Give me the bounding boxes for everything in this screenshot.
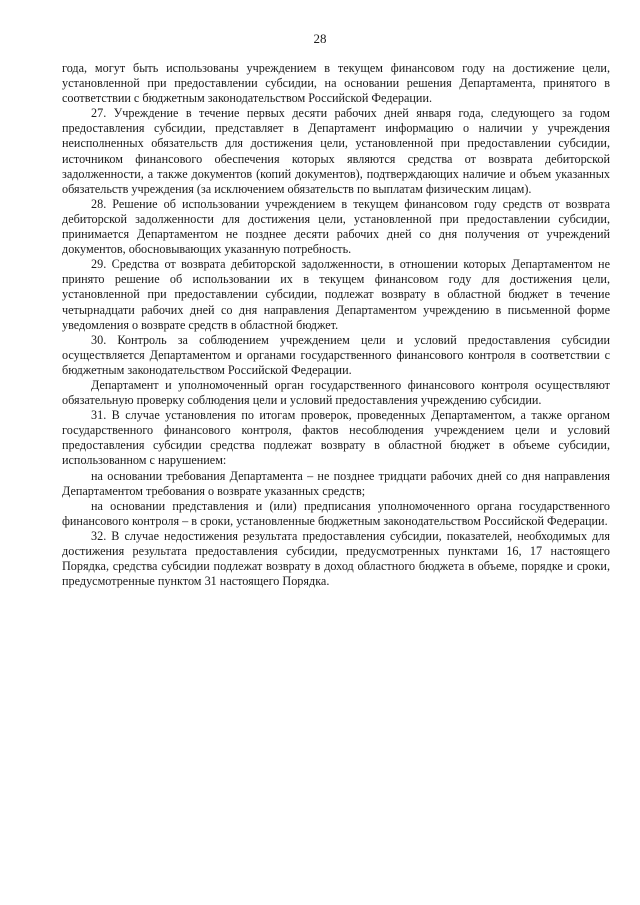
paragraph-29: 29. Средства от возврата дебиторской задолженности, в отношении которых Департаментом не принято решение об использовании их в текущем финансовом году для достижения цели, установленной при предоставлении субсидии, подлежат возврату в областной бюджет в течение четырнадцати рабочих дней со дня направления Департаментом учреждению в письменной форме уведомления о возврате средств в областной бюджет.	[62, 257, 610, 332]
paragraph-27: 27. Учреждение в течение первых десяти рабочих дней января года, следующего за годом предоставления субсидии, представляет в Департамент информацию о наличии у учреждения неисполненных обязательств для достижения цели, установленной при предоставлении субсидии, источником финансового обеспечения которых являются средства от возврата дебиторской задолженности, а также документов (копий документов), подтверждающих наличие и объем указанных обязательств учреждения (за исключением обязательств по выплатам физическим лицам).	[62, 106, 610, 196]
paragraph-30-inspection: Департамент и уполномоченный орган государственного финансового контроля осуществляют обязательную проверку соблюдения цели и условий предоставления учреждению субсидии.	[62, 377, 610, 408]
paragraph-continuation: года, могут быть использованы учреждением в текущем финансовом году на достижение цели, установленной при предоставлении субсидии, на основании решения Департамента, принятого в соответствии с бюджетным законодательством Российской Федерации.	[62, 61, 610, 106]
paragraph-31: 31. В случае установления по итогам проверок, проведенных Департаментом, а также органом государственного финансового контроля, фактов несоблюдения учреждением цели и условий предоставления субсидии средства подлежат возврату в областной бюджет в объеме субсидии, использованном с нарушением:	[62, 408, 610, 468]
paragraph-30: 30. Контроль за соблюдением учреждением цели и условий предоставления субсидии осуществляется Департаментом и органами государственного финансового контроля в соответствии с бюджетным законодательством Российской Федерации.	[62, 332, 610, 377]
paragraph-31-department-demand: на основании требования Департамента – не позднее тридцати рабочих дней со дня направления Департаментом требования о возврате указанных средств;	[62, 468, 610, 498]
page-number: 28	[313, 31, 327, 46]
paragraph-32: 32. В случае недостижения результата предоставления субсидии, показателей, необходимых для достижения результата предоставления субсидии, предусмотренных пунктами 16, 17 настоящего Порядка, средства субсидии подлежат возврату в доход областного бюджета в объеме, порядке и сроки, предусмотренные пунктом 31 настоящего Порядка.	[62, 528, 610, 589]
paragraph-28: 28. Решение об использовании учреждением в текущем финансовом году средств от возврата дебиторской задолженности для достижения цели, установленной при предоставлении субсидии, принимается Департаментом не позднее десяти рабочих дней со дня получения от учреждений документов, обосновывающих указанную потребность.	[62, 196, 610, 257]
paragraph-31-control-body-order: на основании представления и (или) предписания уполномоченного органа государственного финансового контроля – в сроки, установленные бюджетным законодательством Российской Федерации.	[62, 498, 610, 528]
document-body	[62, 61, 610, 589]
